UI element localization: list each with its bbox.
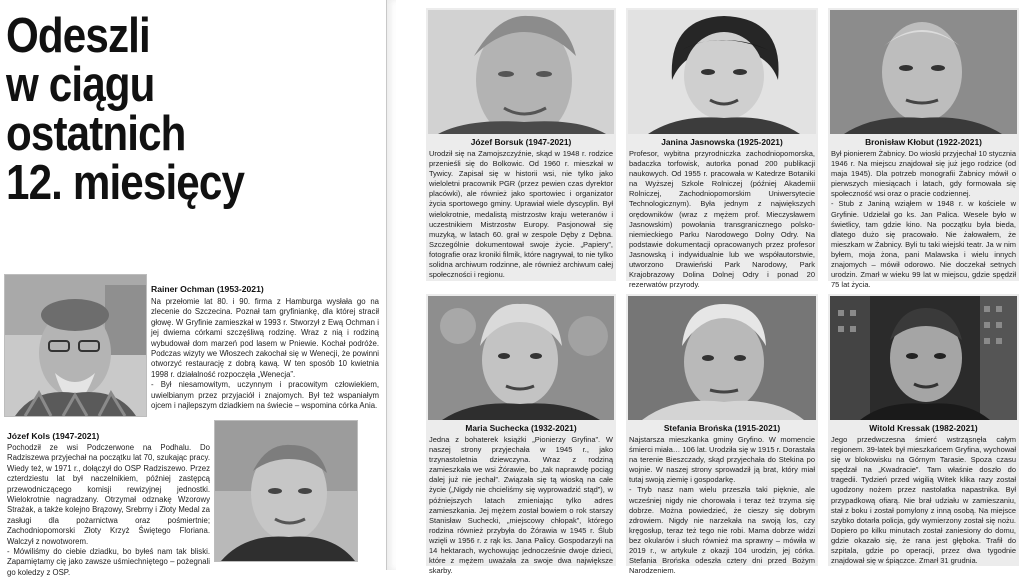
portrait-photo-kols [214,420,358,562]
bio-text-ochman: Na przełomie lat 80. i 90. firma z Hamburga wysłała go na zlecenie do Szczecina. Poznał tam gryfiniankę, dla której stracił głowę. W Gryfinie zamieszkał w 1993 r. Stworzył z Ewą Ochman i jej dwiema córkami szczęśliwą rodzinę. Wraz z nią i rodziną wybudował dom marzeń pod lasem w Pniewie. Kochał podróże. Podczas wizyty we Włoszech zakochał się w Wenecji, że powinni otworzyć restaurację z dobrą kawą. W ten sposób 10 kwietnia 1998 r. działalność rozpoczęła „Wenecja”. - Był niesamowitym, uczynnym i pracowitym człowiekiem, uwielbianym przez przyjaciół i znajomych. Był też wspaniałym ojcem i najlepszym dziadkiem na świecie – wspomina córka Ania. [151,297,379,411]
portrait-photo-ochman [4,274,147,417]
portrait-image [830,10,1017,134]
portrait-photo-bronska [628,296,816,420]
card-name-borsuk: Józef Borsuk (1947-2021) [470,137,572,147]
bio-name-ochman: Rainer Ochman (1953-2021) [151,284,264,294]
card-text-kressak: Jego przedwczesna śmierć wstrząsnęła całym regionem. 39-latek był mieszkańcem Gryfina, wychował się w blokowisku na Górnym Tarasie. Spoza czasu spędzał na „Kwadracie”. Tam właśnie doszło do tragedii. Tydzień przed wigilią Witek klika razy został ugodzony nożem przez nastolatka napastnika. Był przypadkową ofiarą. Nie brał udziału w zamieszaniu, stał z boku i został pomylony z inną osobą. Na miejsce szybko dotarła policja, gdy wymierzony został się nożu. Dopiero po kilku minutach został zaniesiony do domu, gdzie okazało się, że rana jest głęboka. Trafił do szpitala, gdzie po operacji, przez dwa tygodnie znajdował się w śpiączce. Zmarł 31 grudnia. [831,435,1016,566]
card-text-suchecka: Jedna z bohaterek książki „Pionierzy Gryfina”. W naszej strony przyjechała w 1945 r., jako trzynastoletnia dziewczyna. Wraz z rodziną zamieszkała we wsi Żórawie, bo „tak naprawdę pociąg dalej już nie jechał”. Związała się tą wioską na całe życie („Nigdy nie chcieliśmy się wyprowadzić stąd”), w późniejszych latach zmieniając tylko adres zamieszkania. Jej mężem został bowiem o rok starszy Stanisław Suchecki, „miejscowy chłopak”, którego rodzina również przybyła do Żórawia w 1945 r. Ślub wzięli w 1956 r. z rąk ks. Jana Palicy. Gospodarzyli na 14 hektarach, wychowując jednocześnie dwoje dzieci, które z mężem uważała za swoje dwa największe skarby. [429,435,613,576]
portrait-photo-suchecka [428,296,614,420]
card-name-bronska: Stefania Brońska (1915-2021) [663,423,781,433]
portrait-image [215,421,357,561]
portrait-photo-jasnowska [628,10,816,134]
portrait-image [628,10,816,134]
bio-name-kols: Józef Kols (1947-2021) [7,431,100,441]
portrait-image [628,296,816,420]
portrait-photo-kressak [830,296,1017,420]
bio-text-kols: Pochodził ze wsi Podczerwone na Podhalu. Do Radziszewa przyjechał na początku lat 70, szukając pracy. Wiedy też, w 1971 r., dołączył do OSP Radziszewo. Przez czterdziestu lat był naczelnikiem, później zastępcą przewodniczącego komisji rewizyjnej jednostki. Wielokrotnie nagradzany. Otrzymał odznakę Wzorowy Strażak, a także kolejno Brązowy, Srebrny i Złoty Medal za zasługi dla pożarnictwa oraz pośmiertnie; Zachodniopomorski Złoty Krzyż Świętego Floriana. Walczył z nowotworem. - Mówiliśmy do ciebie dziadku, bo byłeś nam tak bliski. Zapamiętamy cię jako zawsze uśmiechniętego – pożegnali go koledzy z OSP. [7,443,210,577]
card-name-klobut: Bronisław Kłobut (1922-2021) [865,137,982,147]
portrait-photo-klobut [830,10,1017,134]
portrait-image [830,296,1017,420]
portrait-image [428,10,614,134]
card-name-suchecka: Maria Suchecka (1932-2021) [465,423,577,433]
page-headline: Odeszli w ciągu ostatnich 12. miesięcy [6,9,245,210]
portrait-image [428,296,614,420]
card-text-borsuk: Urodził się na Zamojszczyźnie, skąd w 1948 r. rodzice przenieśli się do Bolkowic. Od 1960 r. mieszkał w Tywicy. Zapisał się w historii wsi, nie tylko jako wieloletni pracownik PGR (przez pewien czas dyrektor placówki), ale również jako sportowiec i organizator życia sportowego gminy. Uprawiał wiele dyscyplin. Był wielokrotnie, medalistą mistrzostw kraju weteranów i uczestnikiem Mistrzostw Europy. Pasjonował się muzyką, w latach 60. grał w zespole Dęby z Dębna. Szczególnie dokumentował swoje życie. „Papiery”, fotografie oraz kroniki filmik, które nagrywał, to nie tylko solidna archiwum rodzinne, ale również archiwum całej społeczności i regionu. [429,149,613,280]
portrait-image [5,275,146,416]
card-name-kressak: Witold Kressak (1982-2021) [869,423,978,433]
portrait-photo-borsuk [428,10,614,134]
right-page [396,0,1025,576]
card-text-klobut: Był pionierem Żabnicy. Do wioski przyjechał 10 stycznia 1946 r. Na miejscu znajdował się już jego rodzice (od maja 1945). Dla potrzeb monografii Żabnicy mówił o pierwszych miesiącach i latach, gdy formowała się społeczność wsi oraz o pracie codziennej. - Stub z Janiną wziąłem w 1948 r. w kościele w Gryfinie. Udzielał go ks. Jan Palica. Wesele było w świetlicy, tam gdzie kino. Na początku była bieda, dlatego dużo się pracowało. Nie żałowałem, że mieszkam w Żabnicy. Byli tu taki wiejski teatr. Ja w nim byłem, moja żona, pani Malawska i wielu innych znajomych – mówił odorowo. Nie doczekał setnych urodzin. Zmarł w wieku 99 lat w miejscu, gdzie spędził 75 lat życia. [831,149,1016,290]
card-text-bronska: Najstarsza mieszkanka gminy Gryfino. W momencie śmierci miała… 106 lat. Urodziła się w 1915 r. Dorastała na terenie Bieszczady, skąd przyjechała do Stekina po wojnie. W naszej strony sprowadził ją brat, który miał tutaj swoją ziemię i gospodarkę. - Tryb nasz nam wielu przeszła taki pięknie, ale wcześniej nigdy nie chorowała i teraz też trzyma się dobrze. Można powiedzieć, że cieszy się dobrym zdrowiem. Nigdy nie narzekała na swoją los, czy kręgosłup, teraz też tego nie robi. Mama dobrze widzi bez okularów i słuch również ma sprawny – mówiła w 2019 r., w artykule z okazji 104 urodzin, jej córka. Stefania Brońska odeszła cztery dni przed Bożym Narodzeniem. [629,435,815,576]
left-page [0,0,385,577]
card-text-jasnowska: Profesor, wybitna przyrodniczka zachodniopomorska, badaczka torfowisk, autorka ponad 200 publikacji naukowych. Od 1955 r. pracowała w Katedrze Botaniki na Wyższej Szkole Rolniczej (później Akademii Rolniczej, Zachodniopomorskim Uniwersytecie Technologicznym). Była jednym z największych orędowników (wraz z mężem prof. Mieczysławem Jasnowskim) powołania transgranicznego polsko-niemieckiego Parku Narodowego Dolny Odry. Na podstawie dokumentacji opracowanych przez profesor Jasnowską i indywidualnie lub we współautorstwie, utworzono Drawieński Park Narodowy, Park Krajobrazowy Dolina Dolnej Odry i ponad 20 rezerwatów przyrody. [629,149,815,290]
card-name-jasnowska: Janina Jasnowska (1925-2021) [661,137,783,147]
page-gutter [386,0,396,570]
